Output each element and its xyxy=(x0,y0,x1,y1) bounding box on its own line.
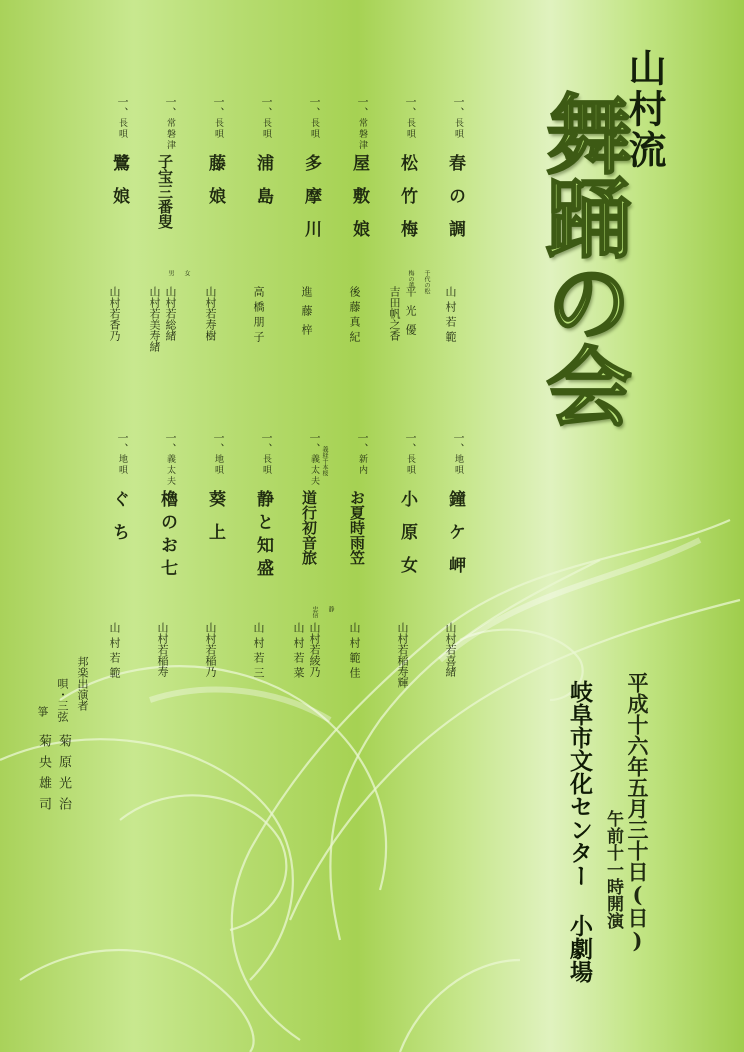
genre-label: 長唄 xyxy=(405,454,415,476)
piece-title: 小原女 xyxy=(397,490,417,589)
event-title: 舞踊の会 xyxy=(531,90,632,426)
list-mark: 一、 xyxy=(308,96,321,118)
genre-label: 義太夫 xyxy=(309,454,319,487)
performer-name: 山村若香乃 xyxy=(108,286,121,341)
role-label: 女 xyxy=(183,270,190,276)
list-mark: 一、 xyxy=(452,96,465,118)
list-mark: 一、 xyxy=(260,432,273,454)
performer-name: 山村若美寿緒 xyxy=(148,286,161,352)
piece-title: 多摩川 xyxy=(301,154,321,253)
piece-title: ぐち xyxy=(109,490,129,556)
piece-title: 道行初音旅 xyxy=(300,490,318,565)
performer-name: 山村範佳 xyxy=(348,622,361,682)
list-mark: 一、 xyxy=(116,432,129,454)
list-mark: 一、 xyxy=(164,96,177,118)
event-venue: 岐阜市文化センター 小劇場 xyxy=(566,680,593,983)
title-subtitle: 義経千本桜 xyxy=(321,446,328,476)
list-mark: 一、 xyxy=(404,96,417,118)
performer-name: 山村若稲寿輝 xyxy=(396,622,409,688)
genre-label: 長唄 xyxy=(453,118,463,140)
piece-title: 屋敷娘 xyxy=(349,154,369,253)
piece-title: 子宝三番叟 xyxy=(156,154,174,229)
list-mark: 一、 xyxy=(212,96,225,118)
musician-name: 菊原光治 xyxy=(56,734,71,818)
performer-name: 山村若範 xyxy=(108,622,121,682)
role-label: 梅の薫 xyxy=(407,270,414,288)
piece-title: 春の調 xyxy=(445,154,465,253)
genre-label: 地唄 xyxy=(117,454,127,476)
role-label: 男 xyxy=(167,270,174,276)
performer-name: 山村若総緒 xyxy=(164,286,177,341)
role-label: 忠信 xyxy=(311,606,318,618)
role-label: 静 xyxy=(327,606,334,612)
performer-name: 山村若喜緒 xyxy=(444,622,457,677)
genre-label: 長唄 xyxy=(213,118,223,140)
list-mark: 一、 xyxy=(116,96,129,118)
genre-label: 常磐津 xyxy=(165,118,175,151)
performer-name: 進藤梓 xyxy=(300,286,313,343)
performer-name: 山村若菜 xyxy=(292,622,305,682)
musicians-heading: 邦楽出演者 xyxy=(76,656,89,711)
genre-label: 義太夫 xyxy=(165,454,175,487)
role-label: 千代の松 xyxy=(423,270,430,294)
list-mark: 一、 xyxy=(404,432,417,454)
list-mark: 一、 xyxy=(164,432,177,454)
piece-title: 櫓のお七 xyxy=(157,490,177,582)
piece-title: お夏時雨笠 xyxy=(348,490,366,565)
performer-name: 山村若綾乃 xyxy=(308,622,321,677)
event-date: 平成十六年五月三十日(日) xyxy=(625,672,650,953)
piece-title: 静と知盛 xyxy=(253,490,273,582)
performer-name: 山村若三 xyxy=(252,622,265,682)
piece-title: 鐘ケ岬 xyxy=(445,490,465,589)
genre-label: 新内 xyxy=(357,454,367,476)
troupe-name: 山村流 xyxy=(622,48,667,171)
performer-name: 吉田帆之香 xyxy=(388,286,401,341)
performer-name: 平光優 xyxy=(404,286,417,343)
list-mark: 一、 xyxy=(212,432,225,454)
event-time: 午前十一時開演 xyxy=(603,810,623,929)
musician-role: 唄・三弦 xyxy=(56,678,69,722)
genre-label: 地唄 xyxy=(213,454,223,476)
musician-role: 箏 xyxy=(36,706,49,717)
performer-name: 高橋朋子 xyxy=(252,286,265,346)
performer-name: 山村若稲寿 xyxy=(156,622,169,677)
musician-name: 菊央雄司 xyxy=(36,734,51,818)
performer-name: 山村若寿樹 xyxy=(204,286,217,341)
genre-label: 地唄 xyxy=(453,454,463,476)
list-mark: 一、 xyxy=(260,96,273,118)
genre-label: 長唄 xyxy=(261,454,271,476)
genre-label: 長唄 xyxy=(261,118,271,140)
piece-title: 浦島 xyxy=(253,154,273,220)
list-mark: 一、 xyxy=(356,432,369,454)
list-mark: 一、 xyxy=(452,432,465,454)
performer-name: 山村若範 xyxy=(444,286,457,346)
genre-label: 常磐津 xyxy=(357,118,367,151)
genre-label: 長唄 xyxy=(309,118,319,140)
performer-name: 後藤真紀 xyxy=(348,286,361,346)
list-mark: 一、 xyxy=(308,432,321,454)
piece-title: 葵上 xyxy=(205,490,225,556)
genre-label: 長唄 xyxy=(405,118,415,140)
piece-title: 鷺娘 xyxy=(109,154,129,220)
piece-title: 松竹梅 xyxy=(397,154,417,253)
piece-title: 藤娘 xyxy=(205,154,225,220)
genre-label: 長唄 xyxy=(117,118,127,140)
performer-name: 山村若稲乃 xyxy=(204,622,217,677)
list-mark: 一、 xyxy=(356,96,369,118)
